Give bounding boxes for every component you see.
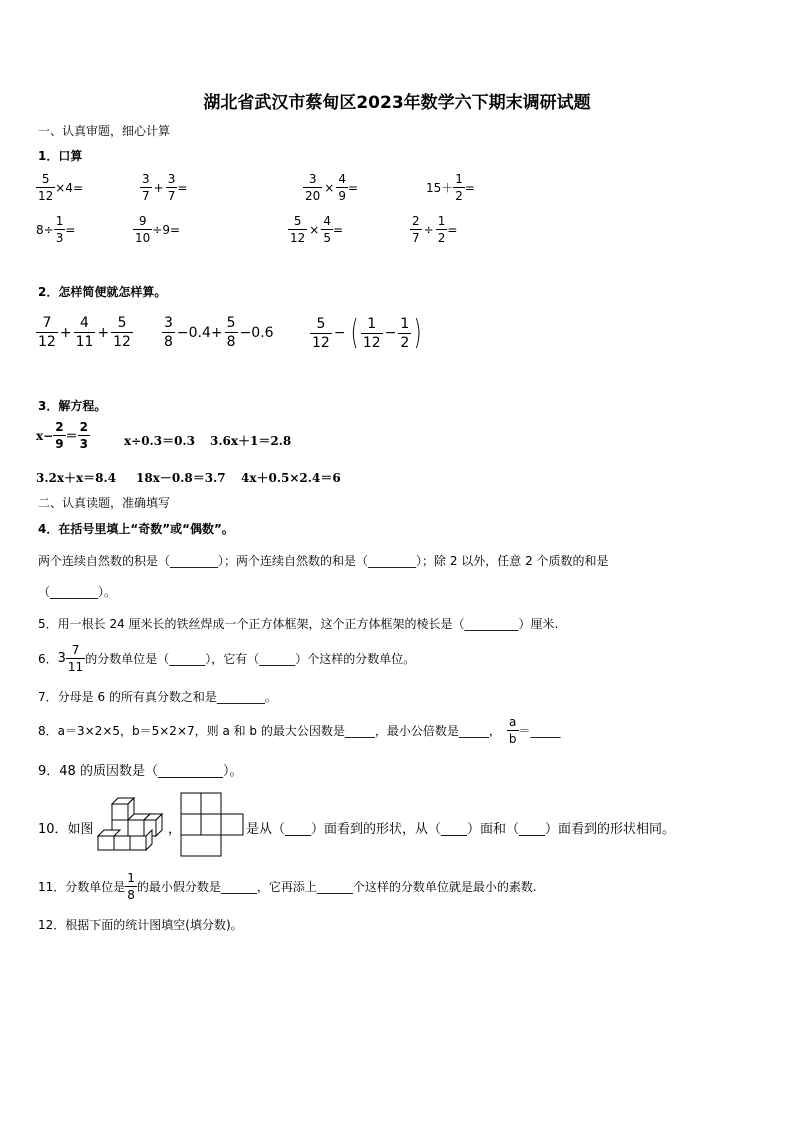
oral-calc-item: 8÷ $\frac{1}{3}$ =	[36, 214, 76, 245]
fraction: $\frac{9}{10}$	[135, 214, 151, 245]
fraction: $\frac{3}{7}$	[167, 172, 176, 203]
question-12: 12．根据下面的统计图填空(填分数)。	[38, 918, 243, 932]
fraction: $\frac{1}{3}$	[55, 214, 64, 245]
fraction: $\frac{3}{20}$	[305, 172, 321, 203]
question-4-line-2: （________）。	[38, 585, 117, 599]
question-3-label: 3．解方程。	[38, 399, 107, 413]
fraction: $\frac{2}{9}$	[55, 420, 64, 451]
fraction: $\frac{3}{8}$	[164, 315, 173, 350]
fraction: $\frac{7}{12}$	[38, 315, 56, 350]
equation-6: 4x＋0.5×2.4＝6	[241, 471, 341, 485]
oral-calc-item: $\frac{3}{20}$ × $\frac{4}{9}$ =	[305, 172, 359, 203]
question-9: 9．48 的质因数是（__________）。	[38, 764, 243, 779]
fraction: $\frac{a}{b}$	[508, 715, 517, 746]
question-1-label: 1．口算	[38, 149, 83, 163]
equation-2: x÷0.3＝0.3	[124, 434, 195, 448]
fraction: $\frac{1}{8}$	[127, 871, 135, 902]
question-5: 5．用一根长 24 厘米长的铁丝焊成一个正方体框架，这个正方体框架的棱长是（_________）厘米.	[38, 617, 559, 631]
fraction: $\frac{2}{3}$	[79, 420, 88, 451]
cube-stack-figure	[96, 796, 166, 852]
question-4-label: 4．在括号里填上“奇数”或“偶数”。	[38, 522, 234, 536]
section-heading-2: 二、认真读题，准确填写	[38, 496, 171, 510]
simplify-expression-1: $\frac{7}{12}$ + $\frac{4}{11}$ + $\frac{5}{12}$	[38, 315, 131, 350]
oral-calc-item: $\frac{2}{7}$ ÷ $\frac{1}{2}$ =	[412, 214, 458, 245]
fraction: $\frac{1}{2}$	[455, 172, 463, 203]
oral-calc-item: $\frac{5}{12}$ × $\frac{4}{5}$ =	[290, 214, 344, 245]
fraction: $\frac{3}{7}$	[142, 172, 150, 203]
equation-4: 3.2x＋x＝8.4	[36, 471, 117, 485]
equation-3: 3.6x＋1＝2.8	[210, 434, 292, 448]
question-8: 8．a＝3×2×5，b＝5×2×7，则 a 和 b 的最大公因数是_____，最小公倍数是_____， $\frac{a}{b}$ ＝_____	[38, 715, 561, 746]
equation-5: 18x－0.8＝3.7	[136, 471, 226, 485]
fraction: $\frac{5}{12}$	[113, 315, 131, 350]
page-title: 湖北省武汉市蔡甸区2023年数学六下期末调研试题	[203, 93, 591, 113]
fraction: $\frac{1}{2}$	[400, 315, 410, 351]
equation-1: x− $\frac{2}{9}$ ＝ $\frac{2}{3}$	[36, 420, 88, 451]
fraction: $\frac{5}{12}$	[312, 315, 330, 351]
question-4-line-1: 两个连续自然数的积是（________）；两个连续自然数的和是（________）；除 2 以外，任意 2 个质数的和是	[38, 554, 609, 568]
question-10-prefix: 10．如图	[38, 822, 94, 837]
question-10-text: 是从（____）面看到的形状，从（____）面和（____）面看到的形状相同。	[246, 822, 676, 837]
oral-calc-item: $\frac{5}{12}$ ×4=	[38, 172, 84, 203]
fraction: $\frac{4}{11}$	[75, 315, 94, 350]
section-heading-1: 一、认真审题，细心计算	[38, 124, 171, 138]
question-11: 11．分数单位是 $\frac{1}{8}$ 的最小假分数是______，它再添上______个这样的分数单位就是最小的素数.	[38, 871, 537, 902]
fraction: $\frac{1}{12}$	[362, 315, 381, 351]
simplify-expression-3: $\frac{5}{12}$ − ( $\frac{1}{12}$ − $\frac{1}{2}$ )	[312, 313, 422, 353]
fraction: $\frac{7}{11}$	[67, 643, 84, 674]
simplify-expression-2: $\frac{3}{8}$ −0.4+ $\frac{5}{8}$ −0.6	[164, 315, 274, 350]
question-10-comma: ，	[168, 822, 182, 837]
fraction: $\frac{1}{2}$	[437, 214, 446, 245]
question-2-label: 2．怎样简便就怎样算。	[38, 285, 167, 299]
fraction: $\frac{5}{12}$	[290, 214, 306, 245]
question-6: 6． 3 $\frac{7}{11}$ 的分数单位是（______），它有（______）个这样的分数单位。	[38, 643, 416, 674]
fraction: $\frac{2}{7}$	[412, 214, 420, 245]
fraction: $\frac{5}{8}$	[226, 315, 236, 350]
fraction: $\frac{5}{12}$	[38, 172, 54, 203]
oral-calc-item: $\frac{9}{10}$ ÷9=	[135, 214, 181, 245]
view-grid-figure	[180, 792, 246, 858]
question-7: 7．分母是 6 的所有真分数之和是________。	[38, 690, 277, 704]
fraction: $\frac{4}{9}$	[338, 172, 346, 203]
oral-calc-item: 15＋ $\frac{1}{2}$ =	[426, 172, 475, 203]
fraction: $\frac{4}{5}$	[323, 214, 331, 245]
oral-calc-item: $\frac{3}{7}$ + $\frac{3}{7}$ =	[142, 172, 188, 203]
